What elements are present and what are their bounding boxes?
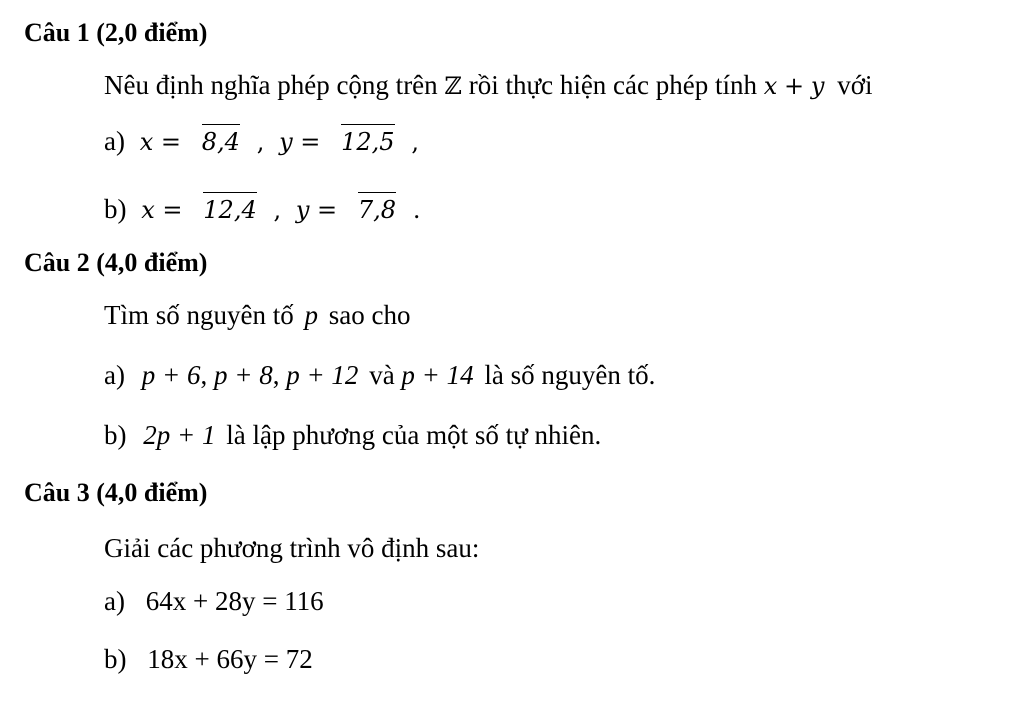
q3-heading: Câu 3 (4,0 điểm) bbox=[24, 478, 208, 507]
q2-prompt-var: p bbox=[304, 300, 318, 330]
q1-prompt-text: Nêu định nghĩa phép cộng trên bbox=[104, 70, 438, 100]
q1-b bbox=[104, 196, 420, 223]
q2-heading: Câu 2 (4,0 điểm) bbox=[24, 248, 208, 277]
q1-b-y-value: 7,8 bbox=[357, 196, 397, 224]
q1-a-x-value: 8,4 bbox=[201, 128, 240, 156]
q1-a-label: a) bbox=[104, 126, 125, 156]
q3-prompt: Giải các phương trình vô định sau: bbox=[104, 533, 480, 563]
integer-set-symbol: ℤ bbox=[444, 72, 462, 100]
q3-b-equation: 18x + 66y = 72 bbox=[147, 644, 313, 674]
q1-b-y-var: y = bbox=[295, 196, 338, 224]
q3-a bbox=[104, 588, 324, 615]
q1-a-end: , bbox=[411, 128, 419, 156]
q1-b-x-var: x = bbox=[141, 196, 183, 224]
q2-prompt bbox=[104, 302, 410, 329]
q3-a-equation: 64x + 28y = 116 bbox=[145, 586, 324, 616]
q3-a-label: a) bbox=[104, 586, 125, 616]
q2-b-expr: 2p + 1 bbox=[143, 420, 216, 450]
q2-b bbox=[104, 422, 601, 449]
q1-expr-y: y bbox=[810, 72, 825, 100]
q2-b-tail: là lập phương của một số tự nhiên. bbox=[226, 420, 602, 450]
q1-expr-x: x bbox=[763, 72, 778, 100]
q3-b bbox=[104, 646, 313, 673]
q1-a bbox=[104, 128, 419, 155]
q2-a: a) p + 6, p + 8, p + 12 và p + 14 là số nguyên tố. bbox=[104, 360, 656, 390]
q1-a-y-var: y = bbox=[279, 128, 321, 156]
q3-b-label: b) bbox=[104, 644, 127, 674]
q1-prompt-end: với bbox=[837, 70, 873, 100]
q2-b-label: b) bbox=[104, 420, 127, 450]
q1-a-sep: , bbox=[256, 128, 265, 156]
q1-expr-plus: + bbox=[784, 72, 805, 100]
q2-a-label: a) bbox=[104, 360, 125, 390]
q2-a-expr3: p + 12 bbox=[286, 360, 359, 390]
q2-prompt-end: sao cho bbox=[328, 300, 411, 330]
q1-prompt-text2: rồi thực hiện các phép tính bbox=[468, 70, 757, 100]
q1-a-y-value: 12,5 bbox=[341, 128, 395, 156]
q2-a-tail: là số nguyên tố. bbox=[484, 360, 656, 390]
q2-a-and: và bbox=[369, 360, 395, 390]
q1-heading: Câu 1 (2,0 điểm) bbox=[24, 18, 208, 47]
q1-b-end: . bbox=[412, 196, 421, 224]
q2-prompt-text: Tìm số nguyên tố bbox=[104, 300, 294, 330]
q2-a-expr4: p + 14 bbox=[401, 360, 474, 390]
q1-prompt bbox=[104, 72, 873, 99]
q1-b-sep: , bbox=[273, 196, 282, 224]
q2-a-expr1: p + 6 bbox=[141, 360, 201, 390]
q1-b-x-value: 12,4 bbox=[203, 196, 257, 224]
q1-a-x-var: x = bbox=[139, 128, 182, 156]
q2-a-expr2: p + 8 bbox=[213, 360, 273, 390]
q1-b-label: b) bbox=[104, 194, 127, 224]
